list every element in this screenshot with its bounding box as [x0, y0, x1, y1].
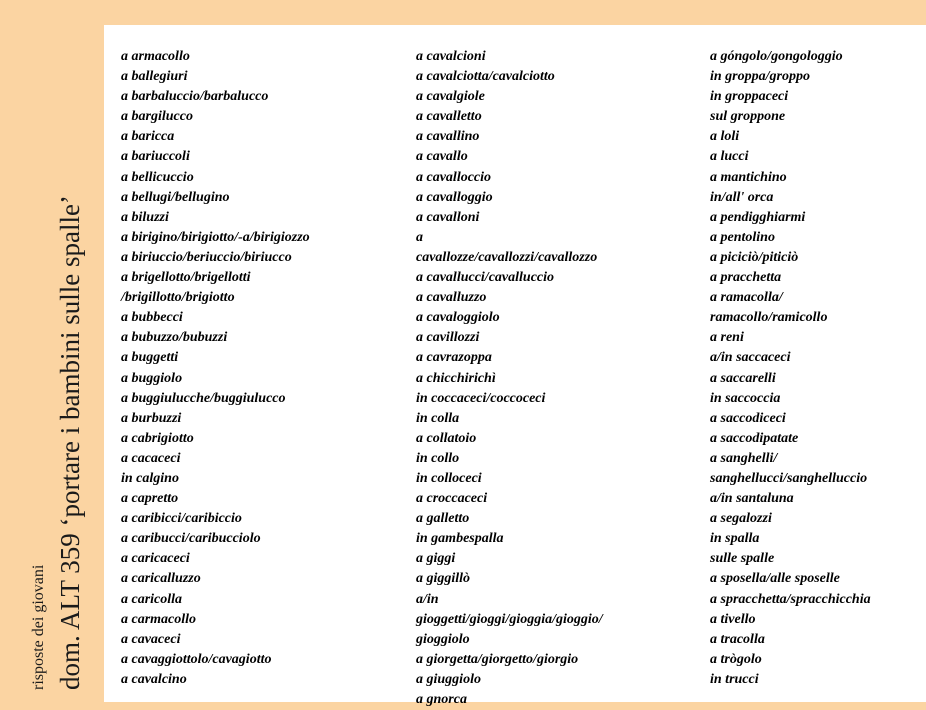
list-item: a armacollo	[121, 49, 190, 64]
list-item: a caricalluzzo	[121, 571, 201, 587]
list-item: gioggetti/gioggi/gioggia/gioggio/	[416, 611, 603, 627]
list-item: a capretto	[121, 491, 179, 507]
list-item: a saccodiceci	[710, 410, 786, 426]
list-item: a cavaloggiolo	[416, 310, 500, 326]
list-item: a cavalluzzo	[416, 290, 487, 306]
list-item: a cavallo	[416, 149, 468, 165]
list-item: in trucci	[710, 671, 759, 687]
list-item: a pentolino	[710, 229, 775, 245]
list-item: a biluzzi	[121, 209, 169, 225]
list-item: a saccodipatate	[710, 430, 799, 446]
list-item: a spracchetta/spracchicchia	[710, 591, 871, 607]
list-item: a sposella/alle sposelle	[710, 571, 840, 587]
list-item: a pendigghiarmi	[710, 209, 806, 225]
list-item: a cavalgiole	[416, 89, 485, 105]
list-item: a piciciò/piticiò	[710, 249, 799, 265]
list-item: /brigillotto/brigiotto	[121, 290, 235, 306]
list-item: sanghellucci/sanghelluccio	[710, 470, 868, 486]
list-item: a reni	[710, 330, 744, 346]
list-item: in groppaceci	[710, 89, 789, 105]
list-item: a pracchetta	[710, 270, 782, 286]
list-item: cavallozze/cavallozzi/cavallozzo	[416, 249, 598, 265]
list-item: a buggetti	[121, 350, 179, 366]
list-item: a buggiolo	[121, 370, 183, 386]
list-item: in collo	[416, 450, 460, 466]
list-item: a croccaceci	[416, 491, 488, 507]
list-item: a/in saccaceci	[710, 350, 791, 366]
list-item: a cavaceci	[121, 631, 181, 647]
list-item: a bargilucco	[121, 109, 193, 125]
content-panel	[104, 25, 926, 707]
list-item: a cavallino	[416, 129, 480, 145]
list-item: a loli	[710, 129, 740, 145]
list-item: a caricolla	[121, 591, 183, 607]
list-item: a cavalletto	[416, 109, 482, 125]
list-item: in gambespalla	[416, 531, 504, 547]
list-item: a bellugi/bellugino	[121, 189, 230, 205]
list-item: a cavalcioni	[416, 49, 486, 64]
list-item: a mantichino	[710, 169, 787, 185]
list-item: a carmacollo	[121, 611, 197, 627]
list-item: a caricaceci	[121, 551, 190, 567]
list-item: a cacaceci	[121, 450, 181, 466]
list-item: in colloceci	[416, 470, 482, 486]
list-item: a ramacolla/	[710, 290, 783, 306]
list-item: a cavalciotta/cavalciotto	[416, 69, 555, 85]
title-block	[0, 0, 104, 702]
list-item: a góngolo/gongologgio	[710, 49, 843, 64]
list-item: a burbuzzi	[121, 410, 182, 426]
list-item: a baricca	[121, 129, 175, 145]
list-item: a cavalloccio	[416, 169, 492, 185]
list-item: a tracolla	[710, 631, 765, 647]
list-item: a/in	[416, 591, 439, 607]
list-item: a giorgetta/giorgetto/giorgio	[416, 651, 579, 667]
list-item: a trògolo	[710, 651, 762, 667]
list-item: a tivello	[710, 611, 756, 627]
page-title: dom. ALT 359 ‘portare i bambini sulle spalle’	[55, 195, 85, 690]
list-item: a brigellotto/brigellotti	[121, 270, 251, 286]
list-item: a buggiulucche/buggiulucco	[121, 390, 286, 406]
list-item: a ballegiuri	[121, 69, 188, 85]
list-item: sul groppone	[710, 109, 786, 125]
list-item: sulle spalle	[710, 551, 775, 567]
column-3	[710, 47, 871, 690]
list-item: a cabrigiotto	[121, 430, 194, 446]
list-item: a cavallucci/cavalluccio	[416, 270, 555, 286]
list-item: a caribucci/caribucciolo	[121, 531, 261, 547]
list-item: a caribicci/caribiccio	[121, 511, 242, 527]
list-item: a cavaggiottolo/cavagiotto	[121, 651, 272, 667]
list-item: a giuggiolo	[416, 671, 481, 687]
list-item: a cavalloni	[416, 209, 480, 225]
list-item: in coccaceci/coccoceci	[416, 390, 546, 406]
list-item: a bubuzzo/bubuzzi	[121, 330, 228, 346]
list-item: a gnorca	[416, 692, 467, 707]
list-item: in saccoccia	[710, 390, 781, 406]
column-2	[416, 47, 603, 710]
sidebar	[0, 0, 104, 702]
list-item: a bubbecci	[121, 310, 183, 326]
list-item: a galletto	[416, 511, 470, 527]
list-item: a lucci	[710, 149, 749, 165]
list-item: in groppa/groppo	[710, 69, 810, 85]
list-item: a segalozzi	[710, 511, 772, 527]
list-item: a cavalloggio	[416, 189, 493, 205]
list-item: in spalla	[710, 531, 760, 547]
list-item: a saccarelli	[710, 370, 776, 386]
list-item: a giggi	[416, 551, 456, 567]
list-item: a sanghelli/	[710, 450, 778, 466]
list-item: a/in santaluna	[710, 491, 794, 507]
list-item: a	[416, 229, 423, 245]
list-item: a cavalcino	[121, 671, 187, 687]
list-item: a cavrazoppa	[416, 350, 492, 366]
list-item: in/all' orca	[710, 189, 774, 205]
list-item: a bellicuccio	[121, 169, 194, 185]
list-item: gioggiolo	[416, 631, 470, 647]
list-item: a collatoio	[416, 430, 477, 446]
list-item: a chicchirichì	[416, 370, 496, 386]
list-item: a barbaluccio/barbalucco	[121, 89, 269, 105]
list-item: in colla	[416, 410, 460, 426]
list-item: a cavillozzi	[416, 330, 480, 346]
list-item: in calgino	[121, 470, 179, 486]
page-subtitle: risposte dei giovani	[30, 564, 47, 690]
list-item: a giggillò	[416, 571, 471, 587]
list-item: a bariuccoli	[121, 149, 190, 165]
list-item: ramacollo/ramicollo	[710, 310, 828, 326]
list-item: a birigino/birigiotto/-a/birigiozzo	[121, 229, 310, 245]
column-1	[121, 47, 310, 690]
list-item: a biriuccio/beriuccio/biriucco	[121, 249, 292, 265]
